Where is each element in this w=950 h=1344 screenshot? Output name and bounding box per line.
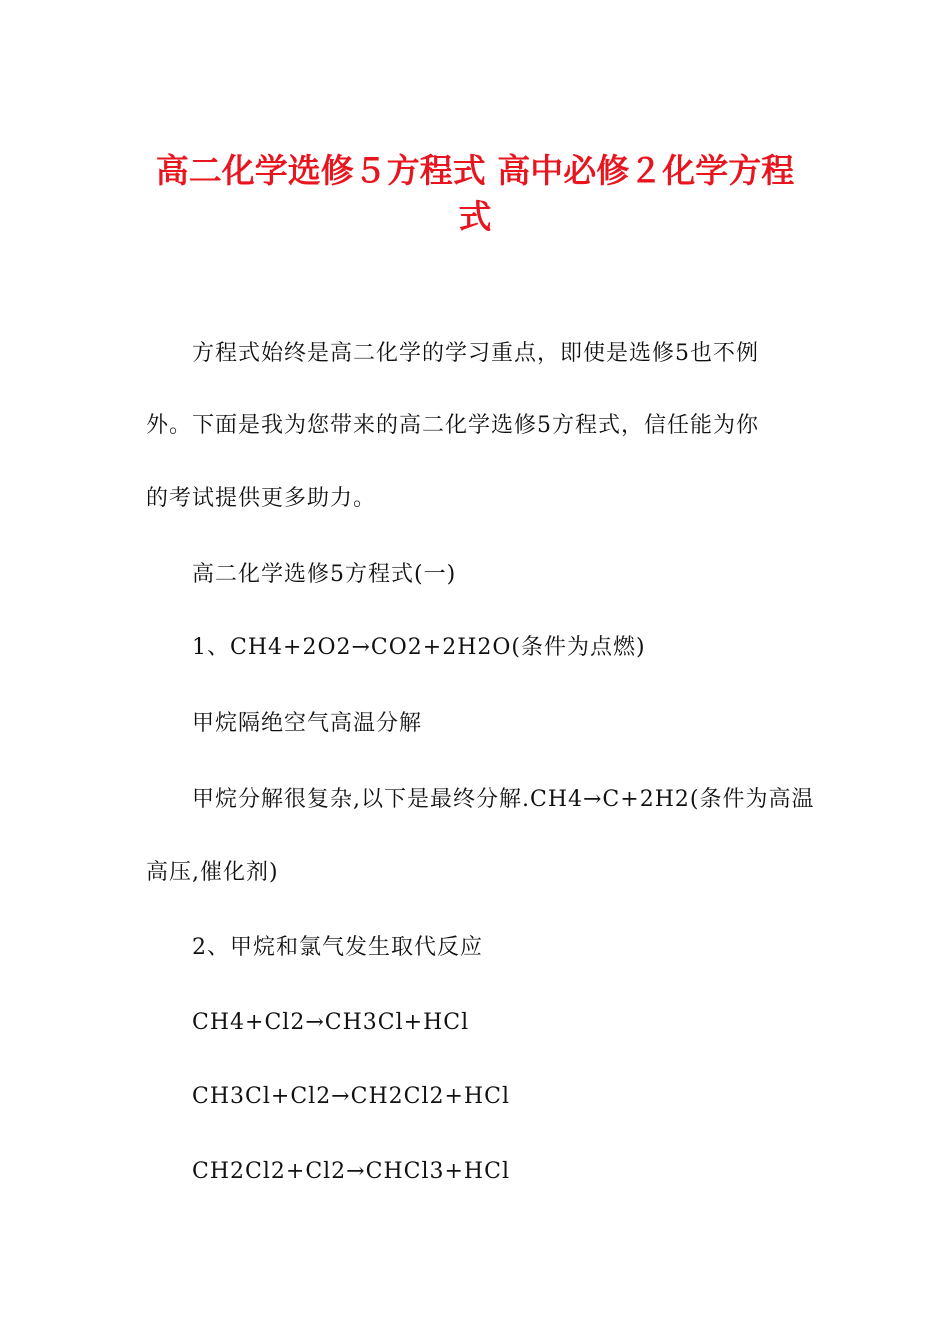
equation-3: CH2Cl2+Cl2→CHCl3+HCl [192, 1159, 510, 1184]
equation-1: CH4+Cl2→CH3Cl+HCl [192, 1010, 470, 1035]
item-1: 1、CH4+2O2→CO2+2H2O(条件为点燃) [192, 635, 646, 660]
intro-paragraph-line-2: 外。下面是我为您带来的高二化学选修5方程式，信任能为你 [146, 413, 759, 438]
intro-paragraph-line-3: 的考试提供更多助力。 [146, 486, 377, 511]
intro-paragraph-line-1: 方程式始终是高二化学的学习重点，即使是选修5也不例 [192, 341, 759, 366]
document-title [120, 148, 830, 240]
section-heading: 高二化学选修5方程式(一) [192, 562, 457, 587]
equation-2: CH3Cl+Cl2→CH2Cl2+HCl [192, 1084, 510, 1109]
title-line-2: 式 [458, 197, 492, 236]
item-2: 2、甲烷和氯气发生取代反应 [192, 935, 483, 960]
item-1-note: 甲烷隔绝空气高温分解 [192, 711, 423, 736]
title-line-1: 高二化学选修５方程式 高中必修２化学方程 [155, 151, 795, 190]
item-1-detail-line-2: 高压,催化剂) [146, 860, 279, 885]
item-1-detail-line-1: 甲烷分解很复杂,以下是最终分解.CH4→C+2H2(条件为高温 [192, 787, 815, 812]
